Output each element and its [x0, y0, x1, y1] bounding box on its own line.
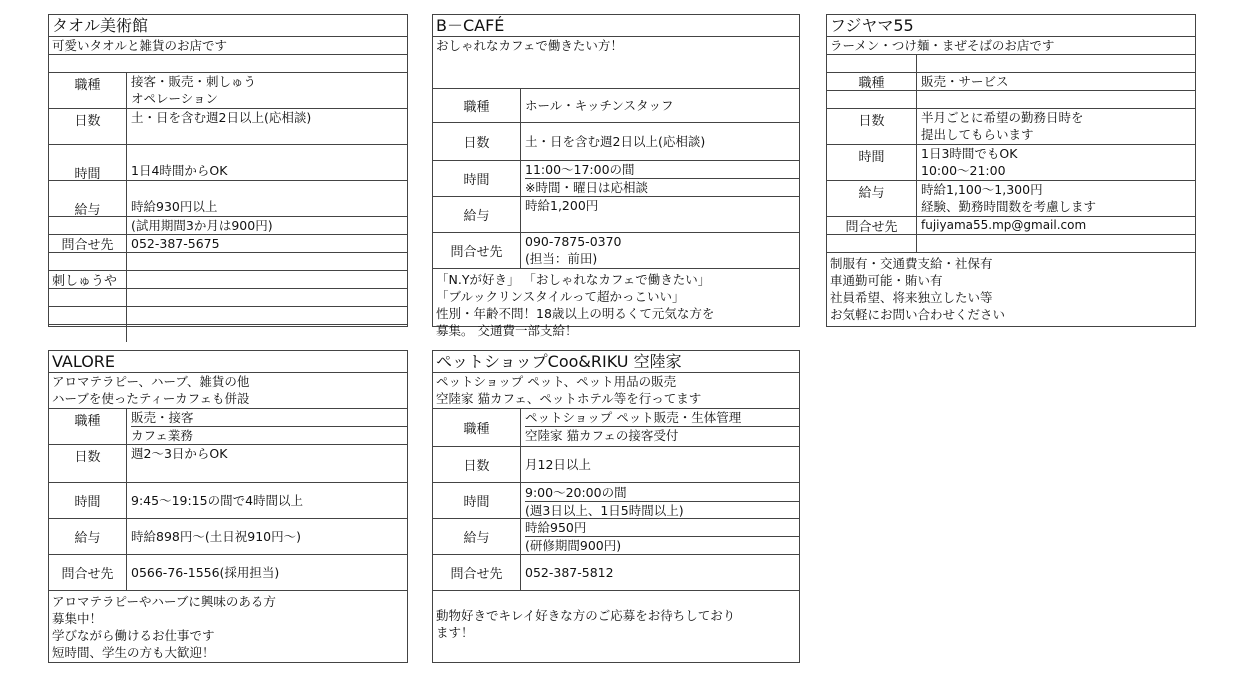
blank-row	[49, 307, 407, 325]
value-hours: 1日4時間からOK	[131, 163, 228, 178]
card-subtitle	[49, 373, 407, 409]
spacer-row	[49, 55, 407, 73]
label-contact: 問合せ先	[49, 555, 127, 590]
label-job: 職種	[827, 73, 917, 90]
value-pay: 時給1,100～1,300円 経験、勤務時間数を考慮します	[921, 182, 1097, 214]
job-card-pet-shop	[432, 350, 800, 663]
row-hours	[433, 161, 799, 197]
label-job: 職種	[49, 73, 127, 108]
label-days: 日数	[433, 447, 521, 482]
label-contact: 問合せ先	[49, 235, 127, 252]
value-hours: 1日3時間でもOK 10:00～21:00	[921, 146, 1018, 178]
subtitle-line: アロマテラピー、ハーブ、雑貨の他	[52, 374, 250, 389]
row-job	[433, 89, 799, 123]
blank-row	[49, 289, 407, 307]
card-title: フジヤマ55	[827, 15, 1195, 37]
blank-row	[49, 325, 407, 342]
spacer-row	[827, 55, 1195, 73]
subtitle-line: ペットショップ ペット、ペット用品の販売	[436, 374, 677, 389]
row-job	[433, 409, 799, 447]
card-subtitle	[433, 373, 799, 409]
card-title: ペットショップCoo&RIKU 空陸家	[433, 351, 799, 373]
blank-cell	[827, 235, 917, 252]
row-pay	[433, 519, 799, 555]
row-job	[49, 73, 407, 109]
blank-cell	[49, 307, 127, 324]
blank-cell	[49, 325, 127, 342]
row-contact	[433, 233, 799, 269]
value-contact: 052-387-5812	[525, 565, 614, 580]
blank-row	[827, 91, 1195, 109]
row-job	[49, 409, 407, 445]
row-days	[433, 447, 799, 483]
row-pay	[49, 519, 407, 555]
value-days: 土・日を含む週2日以上(応相談)	[525, 134, 706, 149]
row-hours	[49, 145, 407, 181]
blank-row	[827, 235, 1195, 253]
value-job: 販売・サービス	[921, 74, 1009, 89]
row-pay-detail	[49, 217, 407, 235]
row-pay	[827, 181, 1195, 217]
card-subtitle: 可愛いタオルと雑貨のお店です	[49, 37, 407, 55]
job-card-b-cafe	[432, 14, 800, 338]
note-text: 刺しゅうや	[49, 271, 127, 288]
row-contact	[827, 217, 1195, 235]
value-pay-detail: (試用期間3か月は900円)	[131, 218, 273, 233]
label-contact: 問合せ先	[433, 555, 521, 590]
job-card-fujiyama55	[826, 14, 1196, 327]
row-contact	[49, 235, 407, 253]
row-days	[49, 445, 407, 483]
card-subtitle: おしゃれなカフェで働きたい方！	[433, 37, 799, 89]
card-title: B－CAFÉ	[433, 15, 799, 37]
blank-cell	[49, 253, 127, 270]
value-contact: fujiyama55.mp@gmail.com	[921, 218, 1087, 232]
row-pay	[433, 197, 799, 233]
label-contact: 問合せ先	[827, 217, 917, 234]
card-subtitle: ラーメン・つけ麺・まぜそばのお店です	[827, 37, 1195, 55]
value-contact: 052-387-5675	[131, 236, 220, 251]
label-job: 職種	[433, 89, 521, 122]
label-pay: 給与	[433, 197, 521, 232]
blank-cell	[49, 289, 127, 306]
value-days: 週2～3日からOK	[131, 446, 228, 461]
value-contact: 0566-76-1556(採用担当)	[131, 565, 280, 580]
value-hours: 11:00～17:00の間 ※時間・曜日は応相談	[521, 161, 799, 196]
label-hours: 時間	[49, 145, 127, 180]
value-days: 土・日を含む週2日以上(応相談)	[131, 110, 312, 125]
value-pay: 時給950円 (研修期間900円)	[521, 519, 799, 554]
row-hours	[827, 145, 1195, 181]
label-pay-blank	[49, 217, 127, 234]
value-days: 半月ごとに希望の勤務日時を 提出してもらいます	[921, 110, 1084, 142]
label-contact: 問合せ先	[433, 233, 521, 268]
card-notes: 制服有・交通費支給・社保有 車通勤可能・賄い有 社員希望、将来独立したい等 お気軽にお問い合わせください	[830, 256, 1006, 322]
value-contact: 090-7875-0370 (担当：前田)	[525, 234, 622, 266]
blank-cell	[827, 91, 917, 108]
label-job: 職種	[433, 409, 521, 446]
value-job: ペットショップ ペット販売・生体管理 空陸家 猫カフェの接客受付	[521, 409, 799, 446]
value-hours: 9:00～20:00の間 (週3日以上、1日5時間以上)	[521, 483, 799, 518]
card-title: タオル美術館	[49, 15, 407, 37]
label-hours: 時間	[49, 483, 127, 518]
subtitle-line: 空陸家 猫カフェ、ペットホテル等を行ってます	[436, 391, 702, 406]
value-pay: 時給1,200円	[525, 198, 599, 213]
label-days: 日数	[827, 109, 917, 144]
label-pay: 給与	[49, 181, 127, 216]
value-hours: 9:45～19:15の間で4時間以上	[131, 493, 304, 508]
row-days	[49, 109, 407, 145]
label-pay: 給与	[49, 519, 127, 554]
label-days: 日数	[49, 109, 127, 144]
label-pay: 給与	[433, 519, 521, 554]
label-job: 職種	[49, 409, 127, 444]
subtitle-line: ハーブを使ったティーカフェも併設	[52, 391, 250, 406]
row-hours	[49, 483, 407, 519]
value-days: 月12日以上	[525, 457, 591, 472]
row-days	[433, 123, 799, 161]
blank-cell	[827, 55, 917, 72]
value-job: 接客・販売・刺しゅう オペレーション	[131, 74, 257, 106]
value-pay: 時給930円以上	[131, 199, 218, 214]
row-contact	[433, 555, 799, 591]
label-pay: 給与	[827, 181, 917, 216]
row-pay	[49, 181, 407, 217]
card-notes: 「N.Yが好き」 「おしゃれなカフェで働きたい」 「ブルックリンスタイルって超かっこいい」 性別・年齢不問！18歳以上の明るくて元気な方を 募集。 交通費一部支給！	[436, 272, 715, 338]
note-row	[49, 271, 407, 289]
label-hours: 時間	[827, 145, 917, 180]
row-job	[827, 73, 1195, 91]
value-pay: 時給898円～(土日祝910円～)	[131, 529, 301, 544]
blank-row	[49, 253, 407, 271]
value-job: 販売・接客 カフェ業務	[127, 409, 407, 444]
row-hours	[433, 483, 799, 519]
job-card-valore	[48, 350, 408, 663]
label-hours: 時間	[433, 161, 521, 196]
card-notes: 動物好きでキレイ好きな方のご応募をお待ちしており ます！	[436, 608, 736, 640]
row-contact	[49, 555, 407, 591]
row-days	[827, 109, 1195, 145]
job-card-towel-museum	[48, 14, 408, 327]
value-job: ホール・キッチンスタッフ	[525, 98, 674, 113]
card-notes: アロマテラピーやハーブに興味のある方 募集中！ 学びながら働けるお仕事です 短時間、学生の方も大歓迎！	[52, 594, 276, 660]
label-days: 日数	[49, 445, 127, 482]
card-title: VALORE	[49, 351, 407, 373]
label-days: 日数	[433, 123, 521, 160]
label-hours: 時間	[433, 483, 521, 518]
